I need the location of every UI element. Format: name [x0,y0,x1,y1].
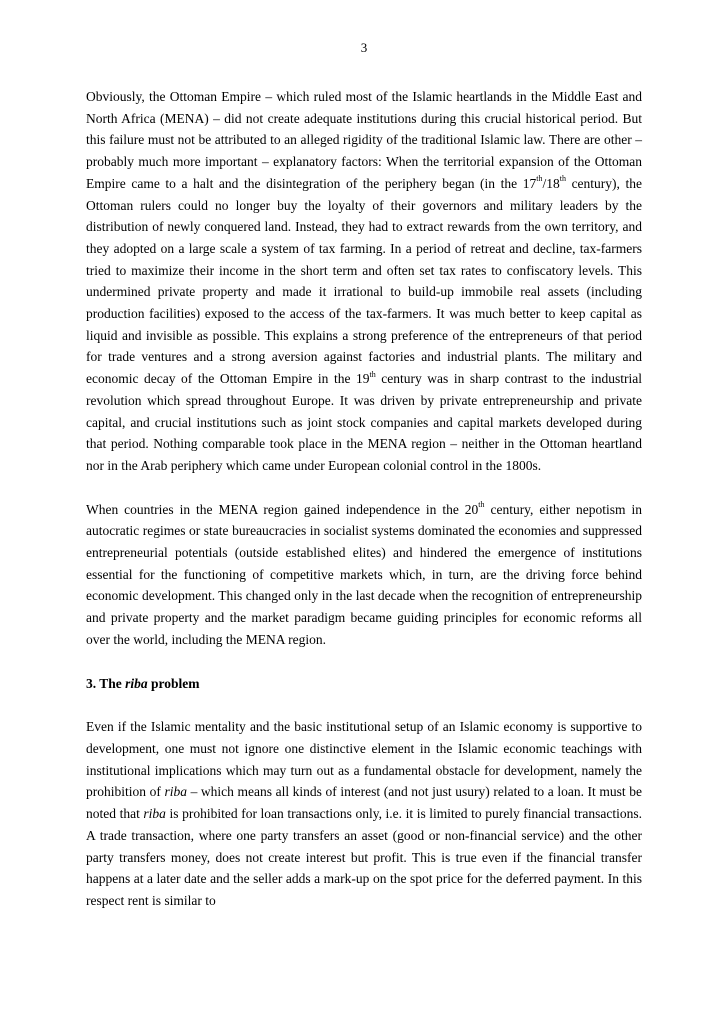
page-number: 3 [360,40,368,55]
paragraph-ottoman-institutions [86,86,642,477]
section-heading-rest: problem [147,675,200,691]
text-run: Even if the Islamic mentality and the basic institutional setup of an Islamic economy is supportive to development, one must not ignore one distinctive element in the Islamic economic teachings with institutional implications which may turn out as a fundamental obstacle for development, namely the prohibition of [86,719,642,800]
superscript: th [369,369,376,379]
italic-term: riba [143,806,166,822]
paragraph-mena-independence [86,499,642,651]
text-run: is prohibited for loan transactions only, i.e. it is limited to purely financial transactions. A trade transaction, where one party transfers an asset (good or non-financial service) and the other party transfers money, does not create interest but profit. This is true even if the financial transfer happens at a later date and the seller adds a mark-up on the spot price for the deferred payment. In this respect rent is similar to [86,806,642,908]
paragraph-riba-prohibition [86,716,642,911]
text-run: century, either nepotism in autocratic regimes or state bureaucracies in socialist systems dominated the economies and suppressed entrepreneurial potentials (outside established elites) and hindered the emergence of institutions essential for the functioning of competitive markets which, in turn, are the driving force behind economic development. This changed only in the last decade when the recognition of entrepreneurship and private property and the market paradigm became guiding principles for economic reforms all over the world, including the MENA region. [86,501,642,647]
italic-term: riba [164,784,187,800]
document-body [86,86,642,912]
superscript: th [478,500,485,510]
section-heading-number: 3. The [86,675,126,691]
section-heading [86,673,642,695]
section-heading-term: riba [125,675,148,691]
text-run: Obviously, the Ottoman Empire – which ruled most of the Islamic heartlands in the Middle East and North Africa (MENA) – did not create adequate institutions during this crucial historical period. But this failure must not be attributed to an alleged rigidity of the traditional Islamic law. There are other – probably much more important – explanatory factors: When the territorial expansion of the Ottoman Empire came to a halt and the disintegration of the periphery began (in the 17 [86,89,642,191]
text-run: – which means all kinds of interest (and not just usury) related to a loan. It must be noted that [86,784,643,822]
superscript: th [559,174,566,184]
paragraph-spacer [86,651,642,673]
superscript: th [536,174,543,184]
text-run: century was in sharp contrast to the industrial revolution which spread throughout Europe. It was driven by private entrepreneurship and private capital, and crucial institutions such as joint stock companies and capital markets developed during that period. Nothing comparable took place in the MENA region – neither in the Ottoman heartland nor in the Arab periphery which came under European colonial control in the 1800s. [86,371,642,473]
text-run: century), the Ottoman rulers could no longer buy the loyalty of their governors and military leaders by the distribution of newly conquered land. Instead, they had to extract rewards from the own territory, and they adopted on a large scale a system of tax farming. In a period of retreat and decline, tax-farmers tried to maximize their income in the short term and often set tax rates to confiscatory levels. This undermined private property and made it irrational to build-up immobile real assets (including production facilities) exposed to the access of the tax-farmers. It was much better to keep capital as liquid and invisible as possible. This explains a strong preference of the entrepreneurs of that period for trade ventures and a strong aversion against factories and industrial plants. The military and economic decay of the Ottoman Empire in the 19 [86,175,643,387]
text-run: When countries in the MENA region gained independence in the 20 [86,501,479,517]
paragraph-spacer [86,477,642,499]
paragraph-spacer [86,694,642,716]
text-run: /18 [542,175,560,191]
